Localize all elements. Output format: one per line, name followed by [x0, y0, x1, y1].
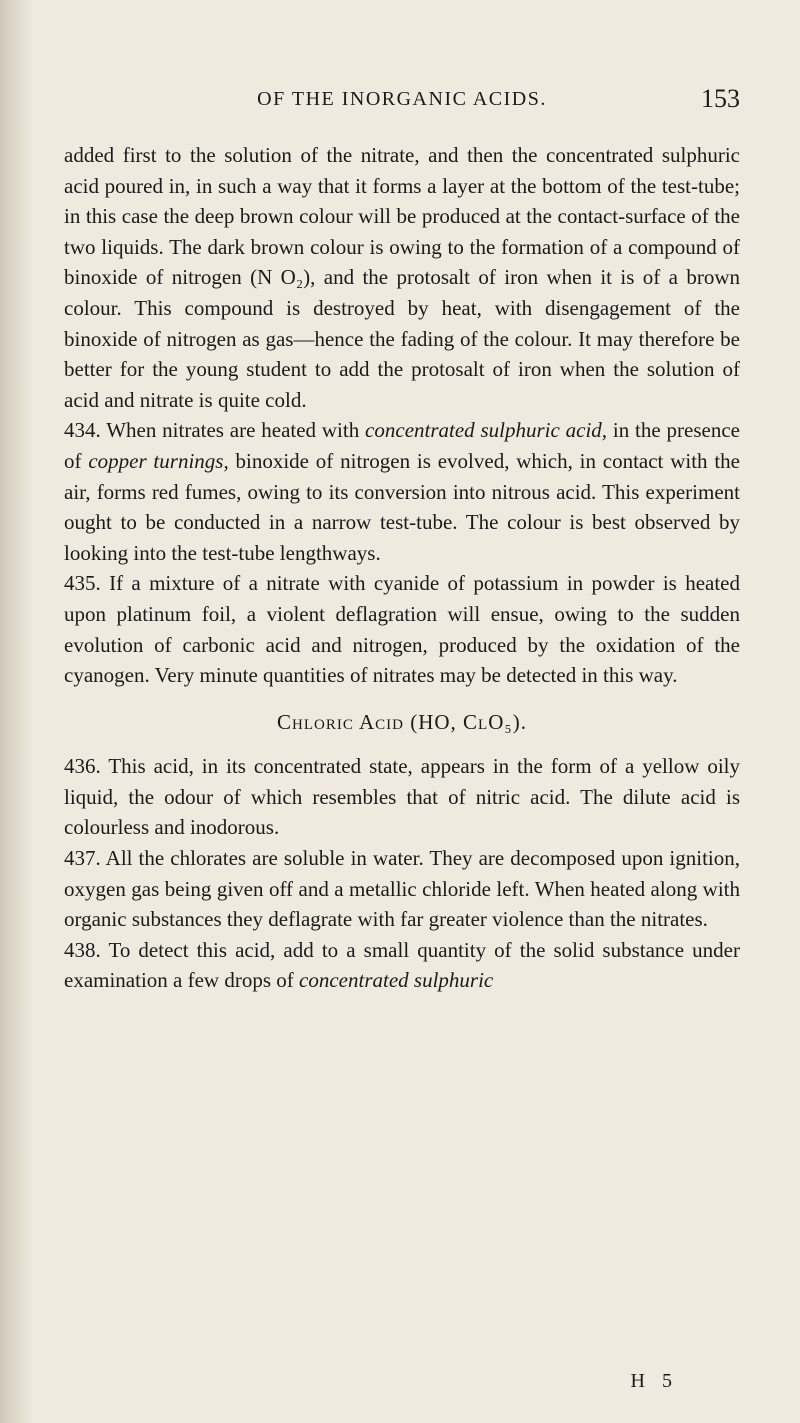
paragraph-434-text-c: binoxide of nitrogen is evolved, which, in contact with the air, forms red fumes, owing to its conversion into nitrous acid. This experiment ought to be conducted in a narrow test-tube. The colour is best observed by looking into the test-tube lengthways.	[64, 448, 741, 565]
paragraph-434-emphasis-2: copper turnings,	[88, 448, 229, 473]
paragraph-438-emphasis-1: concentrated sulphuric	[299, 968, 494, 993]
section-heading-chloric-acid: Chloric Acid (HO, ClO₅).	[277, 709, 527, 734]
binding-gutter-shadow	[0, 0, 34, 1423]
paragraph-continuation: added first to the solution of the nitrate, and then the concentrated sulphuric acid poured in, in such a way that it forms a layer at the bottom of the test-tube; in this case the deep brown colour will be produced at the contact-surface of the two liquids. The dark brown colour is owing to the formation of a compound of binoxide of nitrogen (N O₂), and the protosalt of iron when it is of a brown colour. This compound is destroyed by heat, with disengagement of the binoxide of nitrogen as gas—hence the fading of the colour. It may therefore be better for the young student to add the protosalt of iron when the solution of acid and nitrate is quite cold.	[64, 143, 740, 412]
paragraph-435: 435. If a mixture of a nitrate with cyanide of potassium in powder is heated upon platinum foil, a violent deflagration will ensue, owing to the sudden evolution of carbonic acid and nitrogen, produced by the oxidation of the cyanogen. Very minute quantities of nitrates may be detected in this way.	[64, 571, 740, 688]
paragraph-434	[64, 415, 740, 568]
running-head	[64, 84, 740, 128]
book-page	[64, 0, 740, 996]
signature-mark: H 5	[630, 1370, 678, 1392]
body-text	[64, 140, 740, 996]
paragraph-437: 437. All the chlorates are soluble in water. They are decomposed upon ignition, oxygen gas being given off and a metallic chloride left. When heated along with organic substances they deflagrate with far greater violence than the nitrates.	[64, 846, 740, 932]
paragraph-434-text-b: in the presence of	[64, 418, 740, 473]
paragraph-436: 436. This acid, in its concentrated state, appears in the form of a yellow oily liquid, the odour of which resembles that of nitric acid. The dilute acid is colourless and inodorous.	[64, 754, 740, 840]
paragraph-434-text-a: 434. When nitrates are heated with	[64, 418, 366, 443]
paragraph-438	[64, 935, 740, 996]
paragraph-434-emphasis-1: concentrated sulphuric acid,	[365, 418, 608, 443]
running-title: OF THE INORGANIC ACIDS.	[257, 88, 547, 110]
paragraph-438-text-a: 438. To detect this acid, add to a small quantity of the solid substance under examination a few drops of	[64, 937, 740, 993]
page-number: 153	[701, 84, 740, 113]
